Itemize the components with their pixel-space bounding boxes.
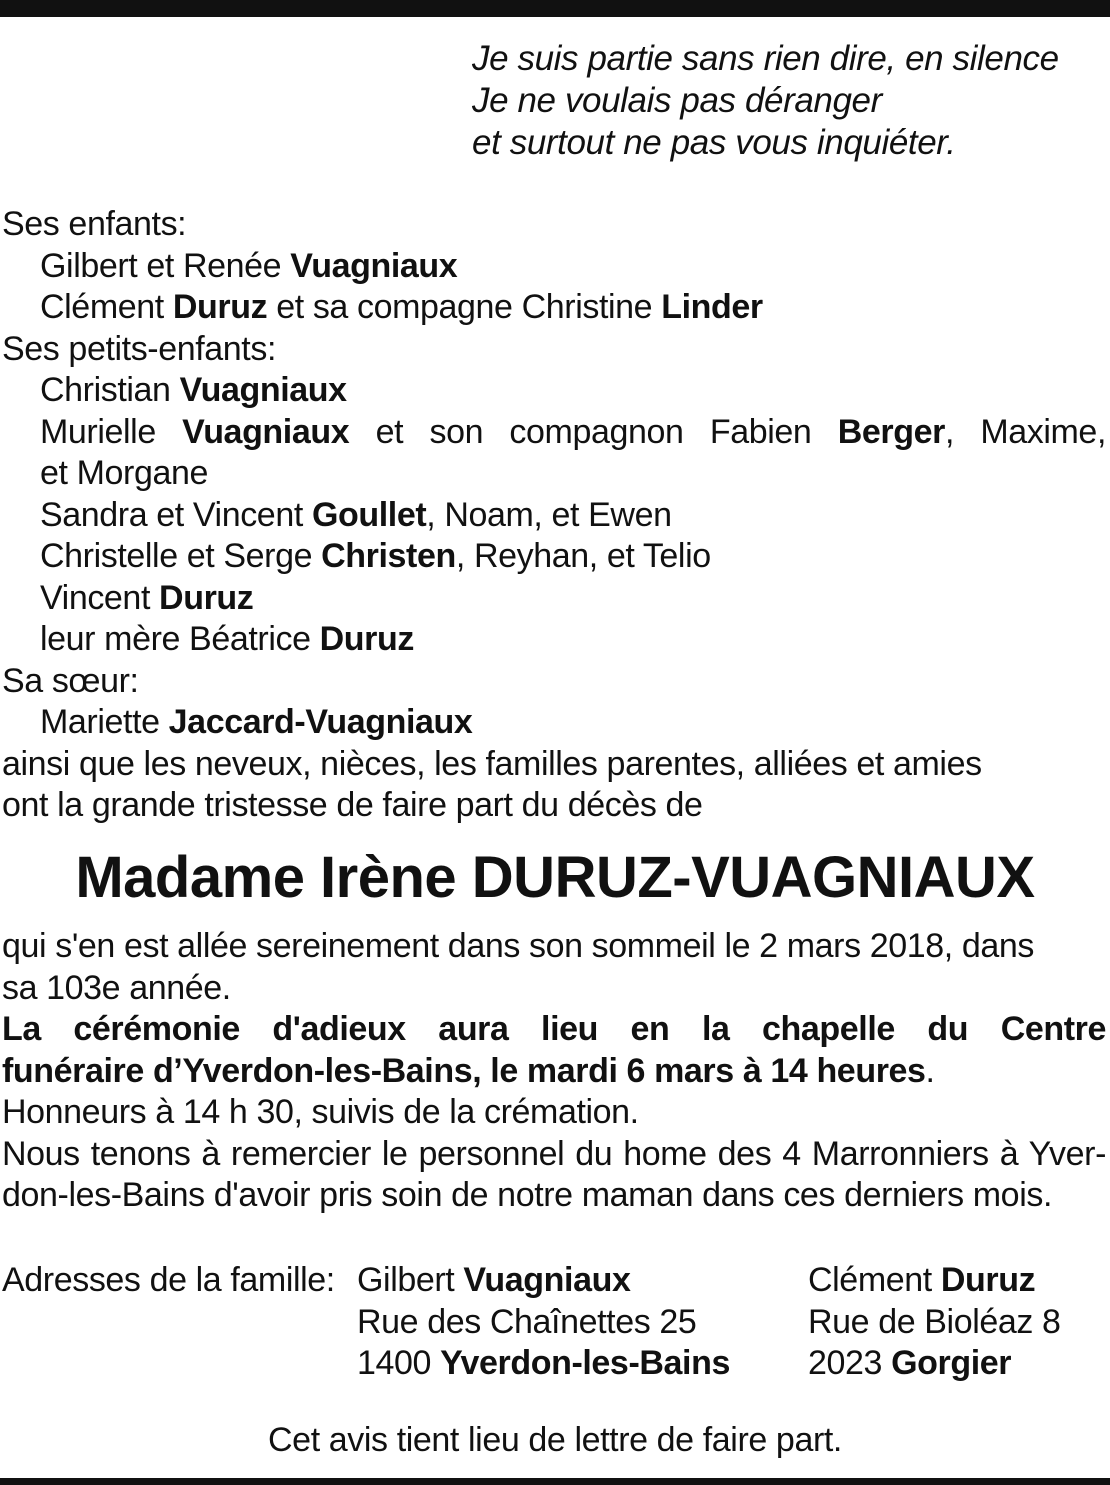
grandchildren-heading: Ses petits-enfants: bbox=[2, 329, 276, 368]
surname: Christen bbox=[321, 537, 456, 575]
ceremony-info: La cérémonie d'adieux aura lieu en la chapelle du Centre funéraire d’Yverdon-les-Bains, le mardi 6 mars à 14 heures. bbox=[2, 1010, 1106, 1090]
child-entry: Clément Duruz et sa compagne Christine Linder bbox=[40, 288, 763, 326]
grandchild-entry: Vincent Duruz bbox=[40, 578, 254, 617]
grandchild-entry-continued: et Morgane bbox=[40, 454, 208, 492]
sister-entry: Mariette Jaccard-Vuagniaux bbox=[40, 703, 473, 741]
surname: Vuagniaux bbox=[182, 412, 350, 451]
surname: Duruz bbox=[172, 288, 268, 326]
children-heading: Ses enfants: bbox=[2, 205, 187, 243]
surname: Vuagniaux bbox=[463, 1261, 631, 1299]
grandchild-entry: Christian Vuagniaux bbox=[40, 371, 347, 409]
surname: Duruz bbox=[159, 578, 254, 617]
top-border-rule bbox=[0, 0, 1110, 17]
addresses-label: Adresses de la famille: bbox=[2, 1261, 335, 1299]
deceased-name: Madame Irène DURUZ-VUAGNIAUX bbox=[75, 845, 1035, 910]
ceremony-line: La cérémonie d'adieux aura lieu en la chapelle du Centre bbox=[2, 1010, 1106, 1048]
grandchild-entry: Christelle et Serge Christen, Reyhan, et Telio bbox=[40, 537, 711, 575]
child-entry: Gilbert et Renée Vuagniaux bbox=[40, 246, 458, 285]
bottom-border-rule bbox=[0, 1478, 1110, 1485]
grandchild-entry: Sandra et Vincent Goullet, Noam, et Ewen bbox=[40, 495, 672, 534]
surname: Berger bbox=[837, 412, 945, 451]
address-city: 1400 Yverdon-les-Bains bbox=[357, 1344, 730, 1382]
ceremony-line: funéraire d’Yverdon-les-Bains, le mardi 6 mars à 14 heures bbox=[2, 1051, 926, 1090]
thanks-line: don-les-Bains d'avoir pris soin de notre maman dans ces derniers mois. bbox=[2, 1176, 1052, 1214]
surname: Jaccard-Vuagniaux bbox=[168, 703, 473, 741]
surname: Linder bbox=[661, 288, 763, 326]
grandchild-entry: Murielle Vuagniaux et son compagnon Fabien Berger, Maxime, bbox=[40, 412, 1106, 451]
passing-line: qui s'en est allée sereinement dans son sommeil le 2 mars 2018, dans bbox=[2, 927, 1034, 965]
address-clement bbox=[808, 1260, 1061, 1385]
surname: Duruz bbox=[940, 1261, 1036, 1299]
surname: Goullet bbox=[311, 495, 427, 534]
surname: Duruz bbox=[319, 620, 414, 658]
address-street: Rue de Bioléaz 8 bbox=[808, 1302, 1061, 1341]
family-list bbox=[2, 204, 1106, 827]
poem bbox=[472, 38, 1102, 164]
honneurs-line: Honneurs à 14 h 30, suivis de la crémation. bbox=[2, 1093, 639, 1131]
surname: Vuagniaux bbox=[290, 246, 458, 285]
address-name: Gilbert Vuagniaux bbox=[357, 1261, 631, 1299]
address-gilbert bbox=[357, 1260, 730, 1385]
address-street: Rue des Chaînettes 25 bbox=[357, 1302, 697, 1341]
closing-line: ont la grande tristesse de faire part du décès de bbox=[2, 786, 703, 824]
thanks-line: Nous tenons à remercier le personnel du home des 4 Marronniers à Yver- bbox=[2, 1134, 1106, 1173]
sister-heading: Sa sœur: bbox=[2, 661, 139, 700]
surname: Vuagniaux bbox=[179, 371, 347, 409]
address-name: Clément Duruz bbox=[808, 1261, 1036, 1299]
poem-line: Je suis partie sans rien dire, en silence bbox=[472, 39, 1059, 78]
poem-line: et surtout ne pas vous inquiéter. bbox=[472, 123, 956, 162]
grandchild-entry: leur mère Béatrice Duruz bbox=[40, 620, 414, 658]
poem-line: Je ne voulais pas déranger bbox=[472, 81, 882, 120]
passing-line: sa 103e année. bbox=[2, 968, 231, 1007]
address-city: 2023 Gorgier bbox=[808, 1344, 1012, 1382]
footer-note: Cet avis tient lieu de lettre de faire part. bbox=[268, 1421, 842, 1459]
details-block bbox=[2, 926, 1106, 1217]
closing-line: ainsi que les neveux, nièces, les familles parentes, alliées et amies bbox=[2, 744, 982, 783]
